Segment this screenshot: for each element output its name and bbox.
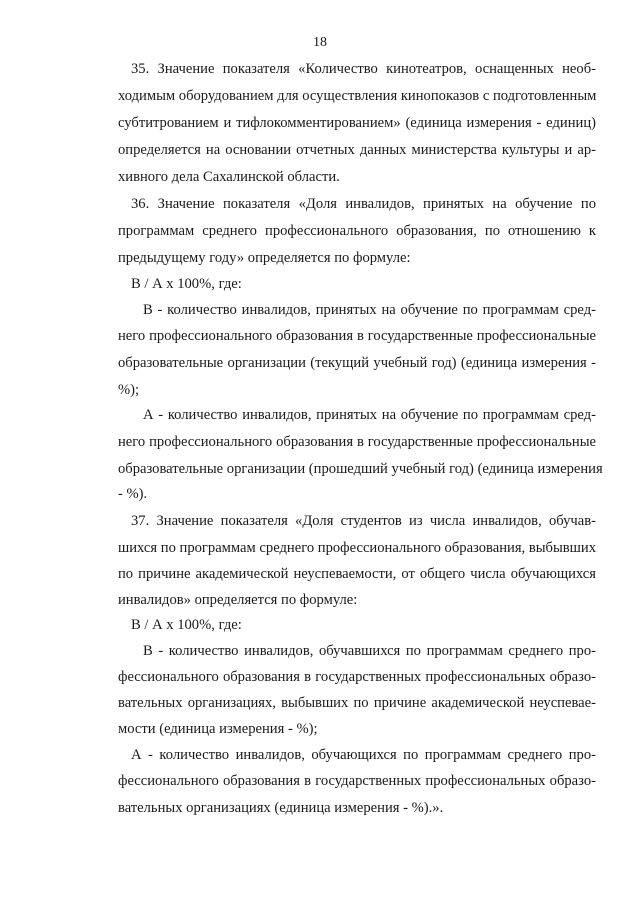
- text-line-def-a2-1: А - количество инвалидов, обучающихся по программам среднего про-: [131, 747, 596, 763]
- text-line-def-b1-1: В - количество инвалидов, принятых на обучение по программам сред-: [143, 302, 596, 318]
- text-line-def-b2-3: вательных организациях, выбывших по причине академической неуспевае-: [118, 695, 596, 711]
- text-line-def-a1-3: образовательные организации (прошедший учебный год) (единица измерения: [118, 461, 603, 477]
- text-line-def-a2-2: фессионального образования в государственных профессиональных образо-: [118, 773, 596, 789]
- text-line-para35-4: определяется на основании отчетных данных министерства культуры и ар-: [118, 142, 596, 158]
- text-line-def-a1-2: него профессионального образования в государственные профессиональные: [118, 434, 596, 450]
- text-line-para37-1: 37. Значение показателя «Доля студентов из числа инвалидов, обучав-: [131, 513, 596, 529]
- text-line-def-b1-3: образовательные организации (текущий учебный год) (единица измерения -: [118, 355, 596, 371]
- text-line-para36-2: программам среднего профессионального образования, по отношению к: [118, 223, 596, 239]
- text-line-def-b2-1: В - количество инвалидов, обучавшихся по программам среднего про-: [143, 643, 596, 659]
- page-number: 18: [313, 35, 327, 50]
- formula-line-1: В / А х 100%, где:: [131, 276, 242, 292]
- text-line-para36-3: предыдущему году» определяется по формуле:: [118, 250, 411, 266]
- text-line-def-b2-2: фессионального образования в государственных профессиональных образо-: [118, 669, 596, 685]
- text-line-def-a1-1: А - количество инвалидов, принятых на обучение по программам сред-: [143, 407, 596, 423]
- text-line-para37-4: инвалидов» определяется по формуле:: [118, 592, 358, 608]
- text-line-def-a2-3: вательных организациях (единица измерения - %).».: [118, 800, 444, 816]
- text-line-def-a1-4: - %).: [118, 486, 148, 502]
- text-line-para36-1: 36. Значение показателя «Доля инвалидов, принятых на обучение по: [131, 196, 596, 212]
- text-line-para35-3: субтитрованием и тифлокомментированием» (единица измерения - единиц): [118, 115, 596, 131]
- text-line-para35-1: 35. Значение показателя «Количество кинотеатров, оснащенных необ-: [131, 61, 596, 77]
- formula-line-2: В / А х 100%, где:: [131, 617, 242, 633]
- text-line-def-b2-4: мости (единица измерения - %);: [118, 721, 318, 737]
- text-line-para35-5: хивного дела Сахалинской области.: [118, 169, 340, 185]
- text-line-def-b1-4: %);: [118, 382, 140, 398]
- text-line-para35-2: ходимым оборудованием для осуществления кинопоказов с подготовленным: [118, 88, 597, 104]
- text-line-para37-2: шихся по программам среднего профессионального образования, выбывших: [118, 540, 596, 556]
- text-line-para37-3: по причине академической неуспеваемости, от общего числа обучающихся: [118, 566, 596, 582]
- text-line-def-b1-2: него профессионального образования в государственные профессиональные: [118, 328, 596, 344]
